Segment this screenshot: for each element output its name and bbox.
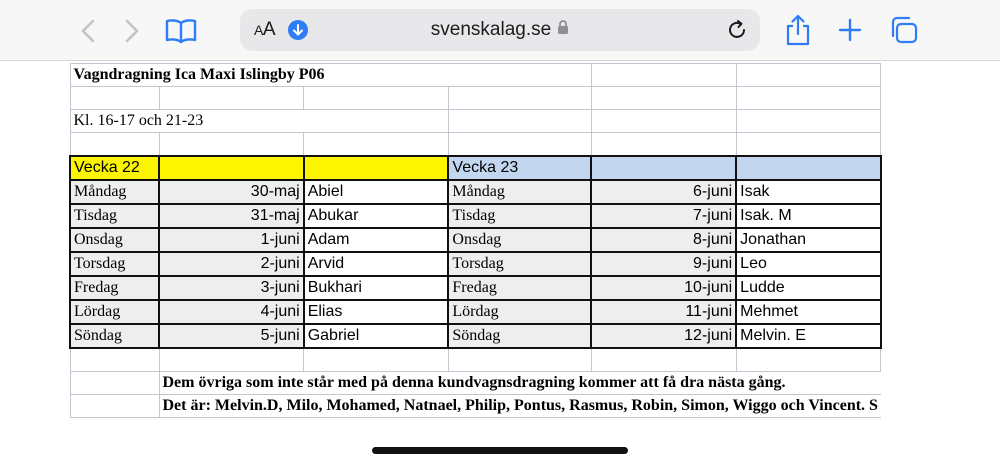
plus-icon bbox=[838, 18, 862, 42]
week2-day: Måndag bbox=[448, 180, 591, 204]
week2-player: Isak bbox=[736, 180, 881, 204]
week1-day: Måndag bbox=[70, 180, 159, 204]
home-indicator[interactable] bbox=[372, 447, 628, 454]
tabs-overview-button[interactable] bbox=[888, 15, 920, 45]
note-row bbox=[70, 395, 881, 418]
new-tab-button[interactable] bbox=[836, 16, 864, 44]
week1-date: 31-maj bbox=[159, 204, 304, 228]
sheet-title: Vagndragning Ica Maxi Islingby P06 bbox=[70, 64, 591, 87]
back-button[interactable] bbox=[76, 18, 100, 44]
week-header-row bbox=[70, 156, 881, 180]
browser-toolbar bbox=[0, 0, 1000, 61]
week1-date: 4-juni bbox=[159, 300, 304, 324]
empty-cell bbox=[591, 133, 736, 157]
note-line-1: Dem övriga som inte står med på denna kundvagnsdragning kommer att få dra nästa gång. bbox=[159, 372, 881, 395]
empty-cell bbox=[591, 87, 736, 110]
book-icon bbox=[165, 18, 197, 44]
empty-cell bbox=[70, 133, 159, 157]
week2-day: Söndag bbox=[448, 324, 591, 348]
week1-date: 1-juni bbox=[159, 228, 304, 252]
empty-cell bbox=[591, 348, 736, 372]
week2-date: 8-juni bbox=[591, 228, 736, 252]
week1-date: 5-juni bbox=[159, 324, 304, 348]
empty-cell bbox=[448, 110, 591, 133]
schedule-row bbox=[70, 276, 881, 300]
week2-player: Ludde bbox=[736, 276, 881, 300]
schedule-row bbox=[70, 252, 881, 276]
time-note: Kl. 16-17 och 21-23 bbox=[70, 110, 448, 133]
week2-date: 12-juni bbox=[591, 324, 736, 348]
week2-day: Torsdag bbox=[448, 252, 591, 276]
empty-cell bbox=[159, 87, 304, 110]
empty-cell bbox=[304, 133, 449, 157]
week1-day: Torsdag bbox=[70, 252, 159, 276]
reload-icon bbox=[726, 19, 748, 41]
url-display[interactable] bbox=[240, 19, 760, 41]
week1-player: Adam bbox=[304, 228, 449, 252]
empty-cell bbox=[736, 87, 881, 110]
note-row bbox=[70, 372, 881, 395]
schedule-row bbox=[70, 204, 881, 228]
time-row bbox=[70, 110, 881, 133]
week2-header-fill bbox=[591, 156, 736, 180]
week2-header-fill bbox=[736, 156, 881, 180]
schedule-row bbox=[70, 324, 881, 348]
empty-cell bbox=[448, 133, 591, 157]
week2-date: 9-juni bbox=[591, 252, 736, 276]
note-line-2: Det är: Melvin.D, Milo, Mohamed, Natnael, Philip, Pontus, Rasmus, Robin, Simon, Wiggo och Vincent. S bbox=[159, 395, 881, 418]
week2-player: Melvin. E bbox=[736, 324, 881, 348]
week2-player: Leo bbox=[736, 252, 881, 276]
empty-cell bbox=[448, 348, 591, 372]
week2-player: Jonathan bbox=[736, 228, 881, 252]
empty-cell bbox=[736, 64, 881, 87]
week1-player: Abukar bbox=[304, 204, 449, 228]
empty-cell bbox=[304, 87, 449, 110]
week2-player: Mehmet bbox=[736, 300, 881, 324]
week2-date: 10-juni bbox=[591, 276, 736, 300]
empty-cell bbox=[70, 348, 159, 372]
week1-date: 2-juni bbox=[159, 252, 304, 276]
empty-cell bbox=[70, 395, 159, 418]
week1-player: Abiel bbox=[304, 180, 449, 204]
address-bar[interactable] bbox=[240, 9, 760, 51]
url-text: svenskalag.se bbox=[430, 19, 552, 41]
empty-cell bbox=[591, 110, 736, 133]
week2-date: 6-juni bbox=[591, 180, 736, 204]
title-row bbox=[70, 64, 881, 87]
empty-cell bbox=[70, 87, 159, 110]
tabs-icon bbox=[889, 16, 919, 44]
week2-day: Lördag bbox=[448, 300, 591, 324]
empty-cell bbox=[736, 110, 881, 133]
share-icon bbox=[785, 14, 811, 46]
bookmarks-button[interactable] bbox=[164, 16, 198, 46]
week2-date: 11-juni bbox=[591, 300, 736, 324]
reader-options-button[interactable]: AA bbox=[254, 19, 276, 40]
week1-header-fill bbox=[159, 156, 304, 180]
share-button[interactable] bbox=[784, 13, 812, 47]
empty-row bbox=[70, 133, 881, 157]
week1-player: Bukhari bbox=[304, 276, 449, 300]
week1-player: Arvid bbox=[304, 252, 449, 276]
empty-cell bbox=[448, 87, 591, 110]
week1-day: Onsdag bbox=[70, 228, 159, 252]
empty-cell bbox=[70, 372, 159, 395]
empty-cell bbox=[304, 348, 449, 372]
schedule-row bbox=[70, 180, 881, 204]
schedule-row bbox=[70, 228, 881, 252]
week2-day: Tisdag bbox=[448, 204, 591, 228]
week1-day: Tisdag bbox=[70, 204, 159, 228]
week2-date: 7-juni bbox=[591, 204, 736, 228]
week2-header: Vecka 23 bbox=[448, 156, 591, 180]
week1-day: Lördag bbox=[70, 300, 159, 324]
empty-cell bbox=[736, 348, 881, 372]
week1-date: 30-maj bbox=[159, 180, 304, 204]
empty-row bbox=[70, 87, 881, 110]
week2-day: Onsdag bbox=[448, 228, 591, 252]
forward-button[interactable] bbox=[120, 18, 144, 44]
week1-day: Söndag bbox=[70, 324, 159, 348]
empty-row bbox=[70, 348, 881, 372]
empty-cell bbox=[159, 133, 304, 157]
empty-cell bbox=[591, 64, 736, 87]
week2-day: Fredag bbox=[448, 276, 591, 300]
empty-cell bbox=[736, 133, 881, 157]
week2-player: Isak. M bbox=[736, 204, 881, 228]
week1-player: Gabriel bbox=[304, 324, 449, 348]
lock-icon bbox=[557, 19, 569, 41]
chevron-right-icon bbox=[125, 19, 139, 43]
week1-header: Vecka 22 bbox=[70, 156, 159, 180]
schedule-row bbox=[70, 300, 881, 324]
week1-header-fill bbox=[304, 156, 449, 180]
week1-day: Fredag bbox=[70, 276, 159, 300]
chevron-left-icon bbox=[81, 19, 95, 43]
week1-date: 3-juni bbox=[159, 276, 304, 300]
schedule-sheet bbox=[69, 63, 882, 418]
reload-button[interactable] bbox=[726, 19, 748, 41]
week1-player: Elias bbox=[304, 300, 449, 324]
empty-cell bbox=[159, 348, 304, 372]
